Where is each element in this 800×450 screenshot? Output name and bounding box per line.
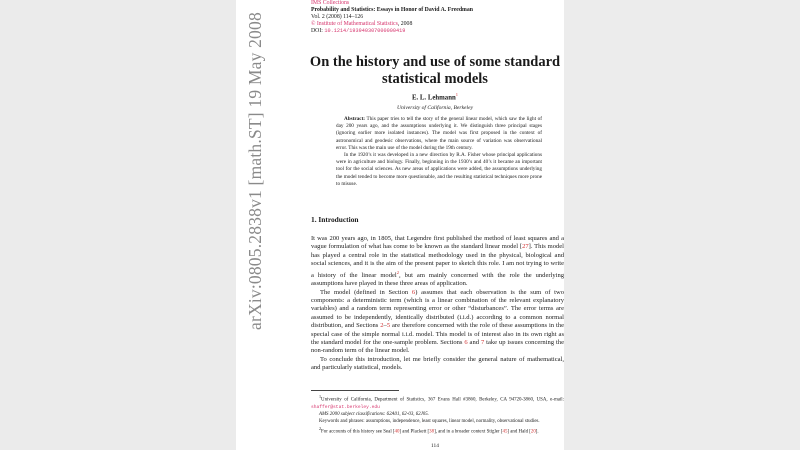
author-footnote-link[interactable]: 1 [455,92,459,97]
footnote-2-text-d: ] and Hald [ [507,429,531,435]
collection-link[interactable]: IMS Collections [311,0,350,6]
intro-paragraph-3: To conclude this introduction, let me briefly consider the general nature of mathematical, and particularly statistical, models. [311,355,564,372]
arxiv-id-text: arXiv:0805.2838v1 [math.ST] 19 May 2008 [245,12,265,330]
footnote-2-mark: 2 [319,425,322,431]
email-link[interactable]: shaffer@stat.berkeley.edu [311,404,380,410]
citation-link[interactable]: 45 [502,429,508,435]
intro-p2-and: and [467,339,481,347]
section-link[interactable]: 2 [380,322,384,330]
abstract [336,116,542,188]
abstract-paragraph-1 [336,116,542,152]
paper-title [300,54,570,88]
publisher-year: , 2008 [397,21,413,27]
abstract-label: Abstract: [344,116,366,122]
author-line [300,92,570,101]
section-link[interactable]: 7 [480,339,485,347]
section-link[interactable]: 6 [464,339,468,347]
author-name: E. L. Lehmann [411,94,456,102]
copyright-line [311,21,412,28]
paper-title-line-1: On the history and use of some standard [309,54,561,70]
footnote-2-text-b: ] and Plackett [ [399,429,430,435]
footnote-1-text: University of California, Department of Statistics, 367 Evans Hall #3860, Berkeley, CA 94720-3860, USA, e-mail: [321,397,564,403]
keywords: Keywords and phrases: assumptions, independence, least squares, linear model, normality, observational studies. [319,418,540,424]
footnote-2-text-a: For accounts of this history see Seal [ [321,429,395,435]
left-margin-panel [0,0,236,450]
doi-link[interactable]: 10.1214/193940307000000419 [324,28,406,34]
footnotes [311,393,564,435]
intro-body [311,235,564,373]
footnote-divider [311,390,399,391]
intro-p2-dash: – [383,322,387,330]
doi-label: DOI: [311,28,325,34]
citation-link[interactable]: 38 [429,429,435,435]
volume-title: Probability and Statistics: Essays in Honor of David A. Freedman [311,7,474,13]
arxiv-side-label [245,12,270,330]
ams-classification: AMS 2000 subject classifications: 62A01, 62-03, 62J05. [319,411,429,417]
intro-p2-text-b: ) assumes that each observation is the sum of two components: a deterministic term (which is a linear combination of the relevant explanatory variables) and a random term representing error or other “disturbances”. The error terms are assumed to be independently, identically distributed (i.i.d.) according to a common normal distribution, and Sections [311,288,564,330]
intro-paragraph-1 [311,235,564,289]
publisher-link[interactable]: Institute of Mathematical Statistics [316,21,398,27]
footnote-2 [311,425,564,436]
footnote-link[interactable]: 2 [396,269,399,275]
section-heading-introduction: 1. Introduction [311,215,359,224]
intro-p1-text-a: It was 200 years ago, in 1805, that Legendre first published the method of least squares and a vague formulation of what has come to be known as the standard linear model [ [311,235,564,251]
intro-p2-text-d: take up issues concerning the non-random term of the linear model. [311,339,564,355]
section-link[interactable]: 5 [386,322,391,330]
paper-title-line-2: statistical models [382,71,488,87]
copyright-symbol: © [311,21,316,27]
right-margin-panel [564,0,800,450]
affiliation: University of California, Berkeley [396,105,474,111]
footnote-2-text-e: ]. [535,429,539,435]
footnote-2-text-c: ], and in a broader context Stigler [ [434,429,503,435]
section-link[interactable]: 6 [411,288,416,296]
intro-p1-text-b: ]. This model has played a central role in the statistical methodology used in the physical, biological and social sciences, and it is the aim of the present paper to sketch this role. I am not trying to write a history of the linear model [311,243,564,279]
citation-link[interactable]: 20 [530,429,536,435]
page-number: 114 [431,443,439,449]
footnote-1 [311,393,564,411]
intro-p1-text-c: , but am mainly concerned with the role the underlying assumptions have played in these three areas of application. [311,271,564,288]
citation-link[interactable]: 40 [394,429,400,435]
citation-link[interactable]: 27 [522,243,529,251]
intro-p2-text-a: The model (defined in Section [320,288,412,296]
doi-line [311,28,405,35]
volume-info: Vol. 2 (2008) 114–126 [311,14,364,20]
abstract-paragraph-2: In the 1920’s it was developed in a new direction by R.A. Fisher whose principal applications were in agriculture and biology. Finally, beginning in the 1930’s and 40’s it became an important tool for the social sciences. As new areas of applications were added, the assumptions underlying the model tended to become more questionable, and the resulting statistical techniques more prone to misuse. [336,152,542,187]
intro-paragraph-2 [311,289,564,356]
abstract-text-1: This paper tries to tell the story of the general linear model, which saw the light of day 200 years ago, and the assumptions underlying it. We distinguish three principal stages (ignoring earlier more isolated instances). The model was first proposed in the context of astronomical and geodesic observations, where the main source of variation was observational error. This was the main use of the model during the 19th century. [336,116,542,151]
footnote-1-mark: 1 [319,394,322,399]
intro-p2-text-c: are therefore concerned with the role of these assumptions in the special case of the simple normal i.i.d. model. This model is of interest also in its own right as the standard model for the one-sample problem. Sections [311,322,564,347]
